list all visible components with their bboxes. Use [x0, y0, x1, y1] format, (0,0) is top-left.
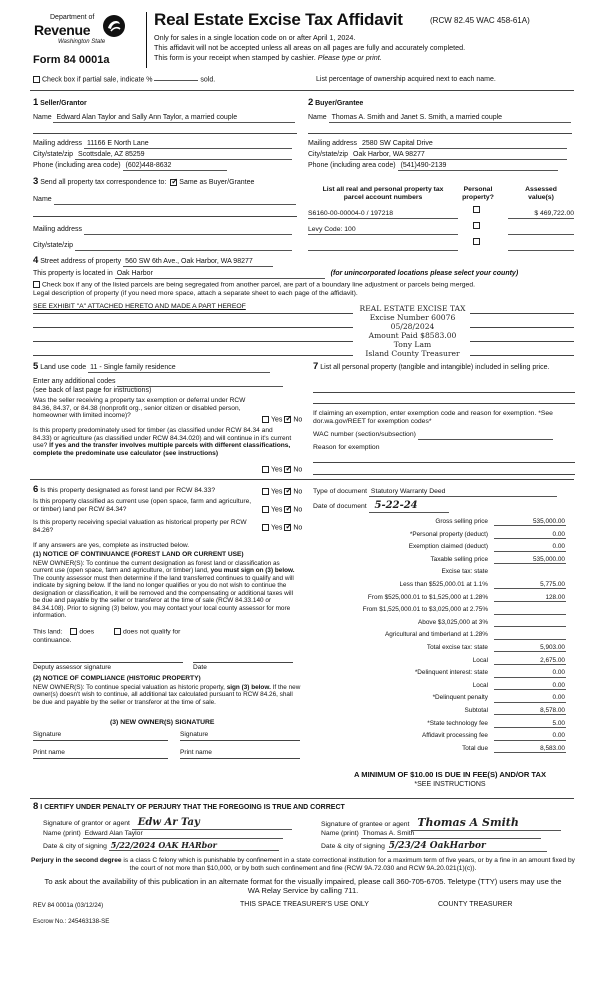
calc-value[interactable]: 0.00 [494, 682, 566, 690]
assessed-value-header: Assessed value(s) [525, 186, 557, 201]
personal-prop-line-1 [313, 392, 575, 393]
personal-property-checkbox-3[interactable] [473, 238, 480, 245]
parcel-row-2 [308, 226, 574, 235]
street-address-field[interactable]: 560 SW 6th Ave., Oak Harbor, WA 98277 [123, 258, 273, 267]
grantee-print-name[interactable]: Thomas A. Smith [361, 830, 541, 839]
forest-yes-checkbox[interactable] [262, 488, 269, 495]
section-7-header: 7 List all personal property (tangible and intangible) included in selling price. [313, 361, 550, 372]
grantee-name-row: Name (print) Thomas A. Smith [321, 830, 541, 839]
calc-value[interactable] [494, 606, 566, 614]
assessed-value-field-3[interactable] [508, 242, 574, 251]
grantor-sign-row: Signature of grantor or agent Edw Ar Tay [43, 817, 292, 830]
calc-label: *Delinquent penalty [432, 694, 488, 702]
new-owner-sig-line-1[interactable] [33, 740, 168, 741]
legal-line-right-3 [470, 341, 574, 342]
calc-value[interactable]: 0.00 [494, 531, 566, 539]
seller-phone-field[interactable]: (602)448-8632 [123, 162, 227, 171]
grantor-print-name[interactable]: Edward Alan Taylor [83, 830, 283, 839]
historic-yes-no: Yes ✓ No [262, 524, 302, 532]
timber-yes-no: Yes ✓ No [262, 466, 302, 474]
calc-row [300, 556, 600, 568]
calc-label: Local [472, 656, 488, 664]
deputy-signature-line[interactable] [33, 662, 183, 663]
historic-question: Is this property receiving special valuation as historical property per RCW 84.26? [33, 519, 247, 534]
new-owner-sig-line-2[interactable] [180, 740, 300, 741]
segregate-row: Check box if any of the listed parcels are being segregated from another parcel, are part of a boundary line adjustment or parcels being merged. [33, 281, 578, 289]
new-owner-signature-title: (3) NEW OWNER(S) SIGNATURE [110, 719, 215, 726]
buyer-name-row: Name Thomas A. Smith and Janet S. Smith, a married couple [308, 114, 571, 123]
sold-label: sold. [200, 76, 216, 84]
compliance-title: (2) NOTICE OF COMPLIANCE (HISTORIC PROPERTY) [33, 675, 201, 682]
parcel-row-1 [308, 210, 574, 219]
correspondence-mail-row: Mailing address [33, 226, 292, 235]
personal-prop-line-2 [313, 403, 575, 404]
calc-row [300, 657, 600, 669]
buyer-city-row: City/state/zip Oak Harbor, WA 98277 [308, 151, 567, 160]
section-5-land-row: 5 Land use code 11 - Single family residence [33, 362, 270, 373]
reason-row: Reason for exemption [313, 444, 380, 451]
parcel-number-field[interactable]: S6160-00-00004-0 / 197218 [308, 210, 458, 219]
current-use-no-checkbox[interactable] [284, 506, 291, 513]
legal-line-right-2 [470, 327, 574, 328]
exemption-claim-text: If claiming an exemption, enter exemption code and reason for exemption. *See dor.wa.gov/REET for exemption codes* [313, 410, 553, 425]
dept-line1: Department of [50, 14, 95, 21]
correspondence-city-field[interactable] [75, 242, 292, 251]
land-does-checkbox[interactable] [70, 628, 77, 635]
buyer-blank-line [308, 133, 572, 134]
forest-yes-no: Yes ✓ No [262, 488, 302, 496]
buyer-phone-field[interactable]: (541)490-2139 [398, 162, 558, 171]
calc-value[interactable]: 2,675.00 [494, 657, 566, 665]
personal-property-checkbox-2[interactable] [473, 222, 480, 229]
seller-phone-row: Phone (including area code) (602)448-8632 [33, 162, 227, 171]
grantee-signature[interactable]: Thomas A Smith [411, 817, 561, 831]
partial-sale-label: Check box if partial sale, indicate % [42, 76, 153, 84]
dept-line2: Revenue [34, 22, 91, 38]
accessibility-note: To ask about the availability of this publication in an alternate format for the visually impaired, please call 360-705-6705. Teletype (TTY) users may use the WA Relay Service by calling 711. [44, 877, 562, 895]
new-owner-print-line-2[interactable] [180, 758, 300, 759]
section-4-street-row: 4 Street address of property 560 SW 6th Ave., Oak Harbor, WA 98277 [33, 256, 273, 267]
calc-value[interactable]: 5,903.00 [494, 644, 566, 652]
dor-logo [30, 12, 130, 52]
rule-top [30, 90, 574, 91]
correspondence-city-row: City/state/zip [33, 242, 292, 251]
calc-value[interactable]: 5,775.00 [494, 581, 566, 589]
calc-value[interactable]: 5.00 [494, 720, 566, 728]
seller-blank-line [33, 133, 297, 134]
partial-sale-row [33, 76, 573, 84]
unincorporated-note: (for unincorporated locations please select your county) [330, 270, 519, 277]
buyer-phone-row: Phone (including area code) (541)490-2139 [308, 162, 558, 171]
parcel-row-3 [308, 242, 574, 251]
calc-value[interactable]: 535,000.00 [494, 556, 566, 564]
buyer-mail-row: Mailing address 2580 SW Capital Drive [308, 140, 567, 149]
correspondence-name-field[interactable] [54, 196, 296, 205]
deputy-signature-label: Deputy assessor signature [33, 664, 112, 671]
document-type-row: Type of document Statutory Warranty Deed [313, 488, 557, 497]
current-use-question: Is this property classified as current use (open space, farm and agriculture, or timber) land per RCW 84.34? [33, 498, 252, 513]
legal-line-1 [33, 313, 353, 314]
calc-row [300, 720, 600, 732]
calc-row [300, 594, 600, 606]
rcw-citation: (RCW 82.45 WAC 458-61A) [430, 16, 530, 25]
calc-label: From $525,000.01 to $1,525,000 at 1.28% [367, 593, 488, 601]
escrow-number: Escrow No.: 245463138-SE [33, 918, 110, 925]
historic-yes-checkbox[interactable] [262, 524, 269, 531]
historic-no-checkbox[interactable] [284, 524, 291, 531]
calc-label: Subtotal [464, 707, 488, 714]
section-1-header: 1 Seller/Grantor [33, 97, 87, 108]
calc-row [300, 707, 600, 719]
correspondence-blank-line [33, 216, 297, 217]
calc-label: Above $3,025,000 at 3% [418, 618, 488, 626]
certify-statement: 8 I CERTIFY UNDER PENALTY OF PERJURY THAT THE FOREGOING IS TRUE AND CORRECT [33, 801, 345, 812]
personal-property-header: Personal property? [462, 186, 494, 201]
dept-line3: Washington State [58, 39, 106, 45]
header-note-3: This form is your receipt when stamped by cashier. Please type or print. [154, 53, 382, 62]
seller-name-field[interactable]: Edward Alan Taylor and Sally Ann Taylor, a married couple [53, 114, 295, 123]
wac-field[interactable] [418, 431, 553, 440]
ownership-note: List percentage of ownership acquired next to each name. [316, 76, 496, 83]
current-use-yes-no: Yes ✓ No [262, 506, 302, 514]
new-owner-print-line-1[interactable] [33, 758, 168, 759]
segregate-checkbox[interactable] [33, 281, 40, 288]
calc-row [300, 644, 600, 656]
calc-label: *State technology fee [427, 719, 488, 727]
if-any-yes-note: If any answers are yes, complete as instructed below. [33, 542, 190, 549]
exemption-yes-no: Yes ✓ No [262, 416, 302, 424]
section-2-header: 2 Buyer/Grantee [308, 97, 364, 108]
calc-value[interactable]: 0.00 [494, 694, 566, 702]
grantee-date-row: Date & city of signing 5/23/24 OakHarbor [321, 841, 547, 852]
assessed-value-field-2[interactable] [508, 226, 574, 235]
calc-label: *Personal property (deduct) [409, 530, 488, 538]
calc-row [300, 518, 600, 530]
seller-name-row: Name Edward Alan Taylor and Sally Ann Taylor, a married couple [33, 114, 297, 123]
treasurer-stamp: REAL ESTATE EXCISE TAX Excise Number 60076 05/28/2024 Amount Paid $8583.00 Tony Lam Island County Treasurer [359, 304, 466, 358]
signature-label-1: Signature [33, 731, 62, 738]
legal-description-text[interactable]: SEE EXHIBIT "A" ATTACHED HERETO AND MADE A PART HEREOF [33, 303, 246, 310]
current-use-yes-checkbox[interactable] [262, 506, 269, 513]
document-date-row: Date of document 5-22-24 [313, 500, 449, 513]
calc-label: Less than $525,000.01 at 1.1% [399, 581, 488, 588]
calc-value[interactable]: 128.00 [494, 594, 566, 602]
additional-codes-field[interactable] [117, 378, 283, 387]
continuance-title: (1) NOTICE OF CONTINUANCE (FOREST LAND OR CURRENT USE) [33, 551, 244, 558]
wac-row: WAC number (section/subsection) [313, 431, 553, 440]
reason-line-1 [313, 462, 575, 463]
calc-row [300, 568, 600, 580]
tax-calculation [300, 518, 600, 758]
calc-row [300, 543, 600, 555]
legal-line-right-4 [470, 355, 574, 356]
calc-value[interactable]: 0.00 [494, 543, 566, 551]
calc-row [300, 694, 600, 706]
calc-value[interactable] [494, 619, 566, 627]
parcel-number-field-3[interactable] [308, 242, 458, 251]
continuance-label: continuance. [33, 637, 72, 644]
partial-percent-field[interactable] [154, 80, 198, 81]
exemption-question: Was the seller receiving a property tax exemption or deferral under RCW 84.36, 84.37, or 84.38 (nonprofit org., senior citizen or disabled person, homeowner with limited income)? [33, 397, 246, 420]
located-in-field[interactable]: Oak Harbor [115, 270, 325, 279]
header-note-2: This affidavit will not be accepted unless all areas on all pages are fully and accurately completed. [154, 43, 466, 52]
timber-yes-checkbox[interactable] [262, 466, 269, 473]
grantor-date-row: Date & city of signing 5/22/2024 OAK HARbor [43, 841, 279, 851]
grantee-date-city[interactable]: 5/23/24 OakHarbor [387, 841, 547, 852]
seller-mail-row: Mailing address 11166 E North Lane [33, 140, 292, 149]
grantor-name-row: Name (print) Edward Alan Taylor [43, 830, 283, 839]
header-divider [146, 12, 147, 68]
calc-row [300, 631, 600, 643]
see-instructions-note: *SEE INSTRUCTIONS [414, 781, 486, 788]
partial-sale-checkbox[interactable] [33, 76, 40, 83]
perjury-notice: Perjury in the second degree is a class C felony which is punishable by confinement in a state correctional institution for a maximum term of five years, or by a fine in an amount fixed by the court of not more than $10,000, or by both such confinement and fine (RCW 9A.72.030 and RCW 9A.20.021(1)(c)). [31, 857, 575, 872]
calc-value[interactable]: 0.00 [494, 732, 566, 740]
deputy-date-label: Date [193, 664, 207, 671]
calc-label: Local [472, 681, 488, 689]
minimum-fee-note: A MINIMUM OF $10.00 IS DUE IN FEE(S) AND/OR TAX [353, 770, 547, 779]
personal-property-checkbox-1[interactable] [473, 206, 480, 213]
timber-question: Is this property predominately used for timber (as classified under RCW 84.34 and 84.33) or agriculture (as classified under RCW 84.34.020) and will continue in it's current use? If yes and the transfer involves multiple parcels with different classifications, complete the predominate use calculator (see instructions) [33, 427, 292, 457]
correspondence-mail-field[interactable] [84, 226, 292, 235]
reason-line-2 [313, 474, 575, 475]
calc-value[interactable]: 8,583.00 [494, 745, 566, 753]
calc-row [300, 745, 600, 757]
located-row: This property is located in Oak Harbor (for unincorporated locations please select your county) [33, 270, 573, 279]
deputy-date-line[interactable] [193, 662, 293, 663]
continuance-text: NEW OWNER(S): To continue the current designation as forest land or classification as current use (open space, farm and agriculture, or timber) land, you must sign on (3) below. The county assessor must then determine if the land transferred continues to qualify and will indicate by signing below. If the land no longer qualifies or you do not wish to continue the designation or classification, it will be removed and the compensating or additional taxes will be due and payable by the seller or transferor at the time of sale (RCW 84.33.140 or 84.34.108). Prior to signing (3) below, you may contact your local county assessor for more information. [33, 560, 295, 620]
calc-value[interactable] [494, 631, 566, 639]
calc-row [300, 619, 600, 631]
legal-line-4 [33, 355, 353, 356]
exemption-yes-checkbox[interactable] [262, 416, 269, 423]
seller-mail-field[interactable]: 11166 E North Lane [84, 140, 292, 149]
signature-label-2: Signature [180, 731, 209, 738]
grantor-signature[interactable]: Edw Ar Tay [132, 817, 292, 830]
calc-label: Exemption claimed (deduct) [408, 543, 488, 551]
forest-no-checkbox[interactable] [284, 488, 291, 495]
page-title: Real Estate Excise Tax Affidavit [154, 10, 403, 29]
legal-line-2 [33, 327, 353, 328]
assessed-value-field[interactable]: $ 469,722.00 [508, 210, 574, 219]
calc-label: Excise tax: state [441, 568, 488, 576]
treasurer-use-label: THIS SPACE TREASURER'S USE ONLY [240, 901, 369, 908]
calc-label: Affidavit processing fee [422, 732, 488, 740]
rule-s8 [30, 798, 574, 799]
calc-label: Agricultural and timberland at 1.28% [384, 631, 488, 639]
this-land-row: This land: does does not qualify for [33, 628, 181, 636]
calc-label: Total excise tax: state [426, 644, 488, 651]
calc-row [300, 669, 600, 681]
header-note-1: Only for sales in a single location code on or after April 1, 2024. [154, 33, 356, 42]
form-number: Form 84 0001a [33, 54, 110, 66]
legal-line-right-1 [470, 313, 574, 314]
seller-city-row: City/state/zip Scottsdale, AZ 85259 [33, 151, 292, 160]
legal-line-3 [33, 341, 353, 342]
buyer-city-field[interactable]: Oak Harbor, WA 98277 [350, 151, 567, 160]
buyer-mail-field[interactable]: 2580 SW Capital Drive [359, 140, 567, 149]
dor-swirl-icon [102, 14, 126, 38]
same-as-buyer-checkbox[interactable] [170, 179, 177, 186]
document-date-field[interactable]: 5-22-24 [369, 500, 449, 513]
calc-label: *Delinquent interest: state [414, 669, 488, 677]
county-treasurer-label: COUNTY TREASURER [438, 901, 513, 908]
calc-value[interactable]: 0.00 [494, 669, 566, 677]
calc-row [300, 581, 600, 593]
calc-label: From $1,525,000.01 to $3,025,000 at 2.75% [362, 606, 488, 614]
calc-row [300, 531, 600, 543]
buyer-name-field[interactable]: Thomas A. Smith and Janet S. Smith, a married couple [329, 114, 571, 123]
timber-no-checkbox[interactable] [284, 466, 291, 473]
parcel-list-header: List all real and personal property tax parcel account numbers [322, 186, 444, 201]
calc-label: Total due [462, 744, 488, 752]
section-3-header: 3 Send all property tax correspondence to: ✓ Same as Buyer/Grantee [33, 177, 254, 188]
forest-question: 6 Is this property designated as forest land per RCW 84.33? [33, 484, 216, 495]
rule-mid [30, 479, 574, 480]
additional-codes-row: Enter any additional codes (see back of last page for instructions) [33, 378, 283, 395]
exemption-no-checkbox[interactable] [284, 416, 291, 423]
grantee-sign-row: Signature of grantee or agent Thomas A Smith [321, 817, 561, 831]
compliance-text: NEW OWNER(S): To continue special valuation as historic property, sign (3) below. If the new owner(s) doesn't wish to continue, all additional tax calculated pursuant to RCW 84.26, shall be due and payable by the seller or transferor at the time of sale. [33, 684, 301, 706]
calc-label: Taxable selling price [430, 555, 488, 563]
land-use-field[interactable]: 11 - Single family residence [88, 364, 270, 373]
calc-row [300, 682, 600, 694]
calc-row [300, 606, 600, 618]
document-type-field[interactable]: Statutory Warranty Deed [369, 488, 557, 497]
calc-row [300, 732, 600, 744]
correspondence-name-row: Name [33, 196, 296, 205]
calc-value[interactable]: 535,000.00 [494, 518, 566, 526]
calc-value[interactable]: 8,578.00 [494, 707, 566, 715]
print-name-label-1: Print name [33, 749, 65, 756]
grantor-date-city[interactable]: 5/22/2024 OAK HARbor [109, 841, 279, 851]
seller-city-field[interactable]: Scottsdale, AZ 85259 [75, 151, 292, 160]
legal-description-label: Legal description of property (if you need more space, attach a separate sheet to each page of the affidavit). [33, 290, 358, 297]
levy-code-field[interactable]: Levy Code: 100 [308, 226, 458, 235]
print-name-label-2: Print name [180, 749, 212, 756]
land-does-not-checkbox[interactable] [114, 628, 121, 635]
calc-label: Gross selling price [435, 518, 488, 525]
revision-label: REV 84 0001a (03/12/24) [33, 902, 104, 909]
